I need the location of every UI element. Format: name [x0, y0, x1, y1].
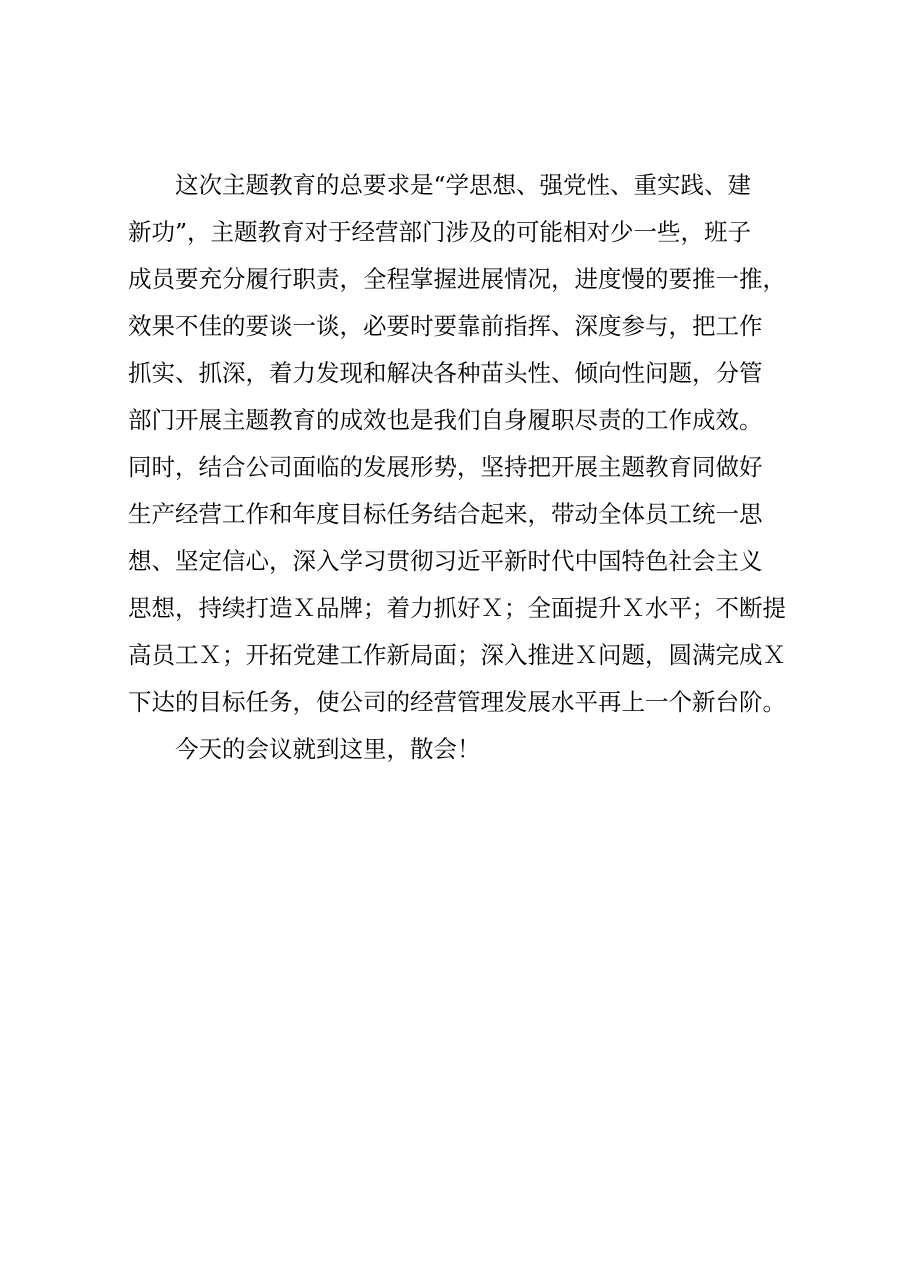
paragraph-1-line-6: 部门开展主题教育的成效也是我们自身履职尽责的工作成效。 — [128, 406, 763, 434]
paragraph-1-line-5: 抓实、抓深，着力发现和解决各种苗头性、倾向性问题，分管 — [128, 359, 763, 387]
paragraph-1-line-9: 想、坚定信心，深入学习贯彻习近平新时代中国特色社会主义 — [128, 547, 763, 575]
paragraph-2-line-1: 今天的会议就到这里，散会！ — [175, 735, 481, 763]
paragraph-1-line-11: 高员工Ｘ；开拓党建工作新局面；深入推进Ｘ问题，圆满完成Ｘ — [128, 641, 786, 669]
paragraph-1-line-12: 下达的目标任务，使公司的经营管理发展水平再上一个新台阶。 — [128, 688, 786, 716]
paragraph-1-line-10: 思想，持续打造Ｘ品牌；着力抓好Ｘ；全面提升Ｘ水平；不断提 — [128, 594, 786, 622]
paragraph-1-line-7: 同时，结合公司面临的发展形势，坚持把开展主题教育同做好 — [128, 453, 763, 481]
paragraph-1-line-3: 成员要充分履行职责，全程掌握进展情况，进度慢的要推一推， — [128, 265, 786, 293]
paragraph-1-line-8: 生产经营工作和年度目标任务结合起来，带动全体员工统一思 — [128, 500, 763, 528]
paragraph-1-line-4: 效果不佳的要谈一谈，必要时要靠前指挥、深度参与，把工作 — [128, 312, 763, 340]
paragraph-1-line-1: 这次主题教育的总要求是“学思想、强党性、重实践、建 — [175, 171, 752, 199]
paragraph-1-line-2: 新功”，主题教育对于经营部门涉及的可能相对少一些，班子 — [128, 218, 752, 246]
